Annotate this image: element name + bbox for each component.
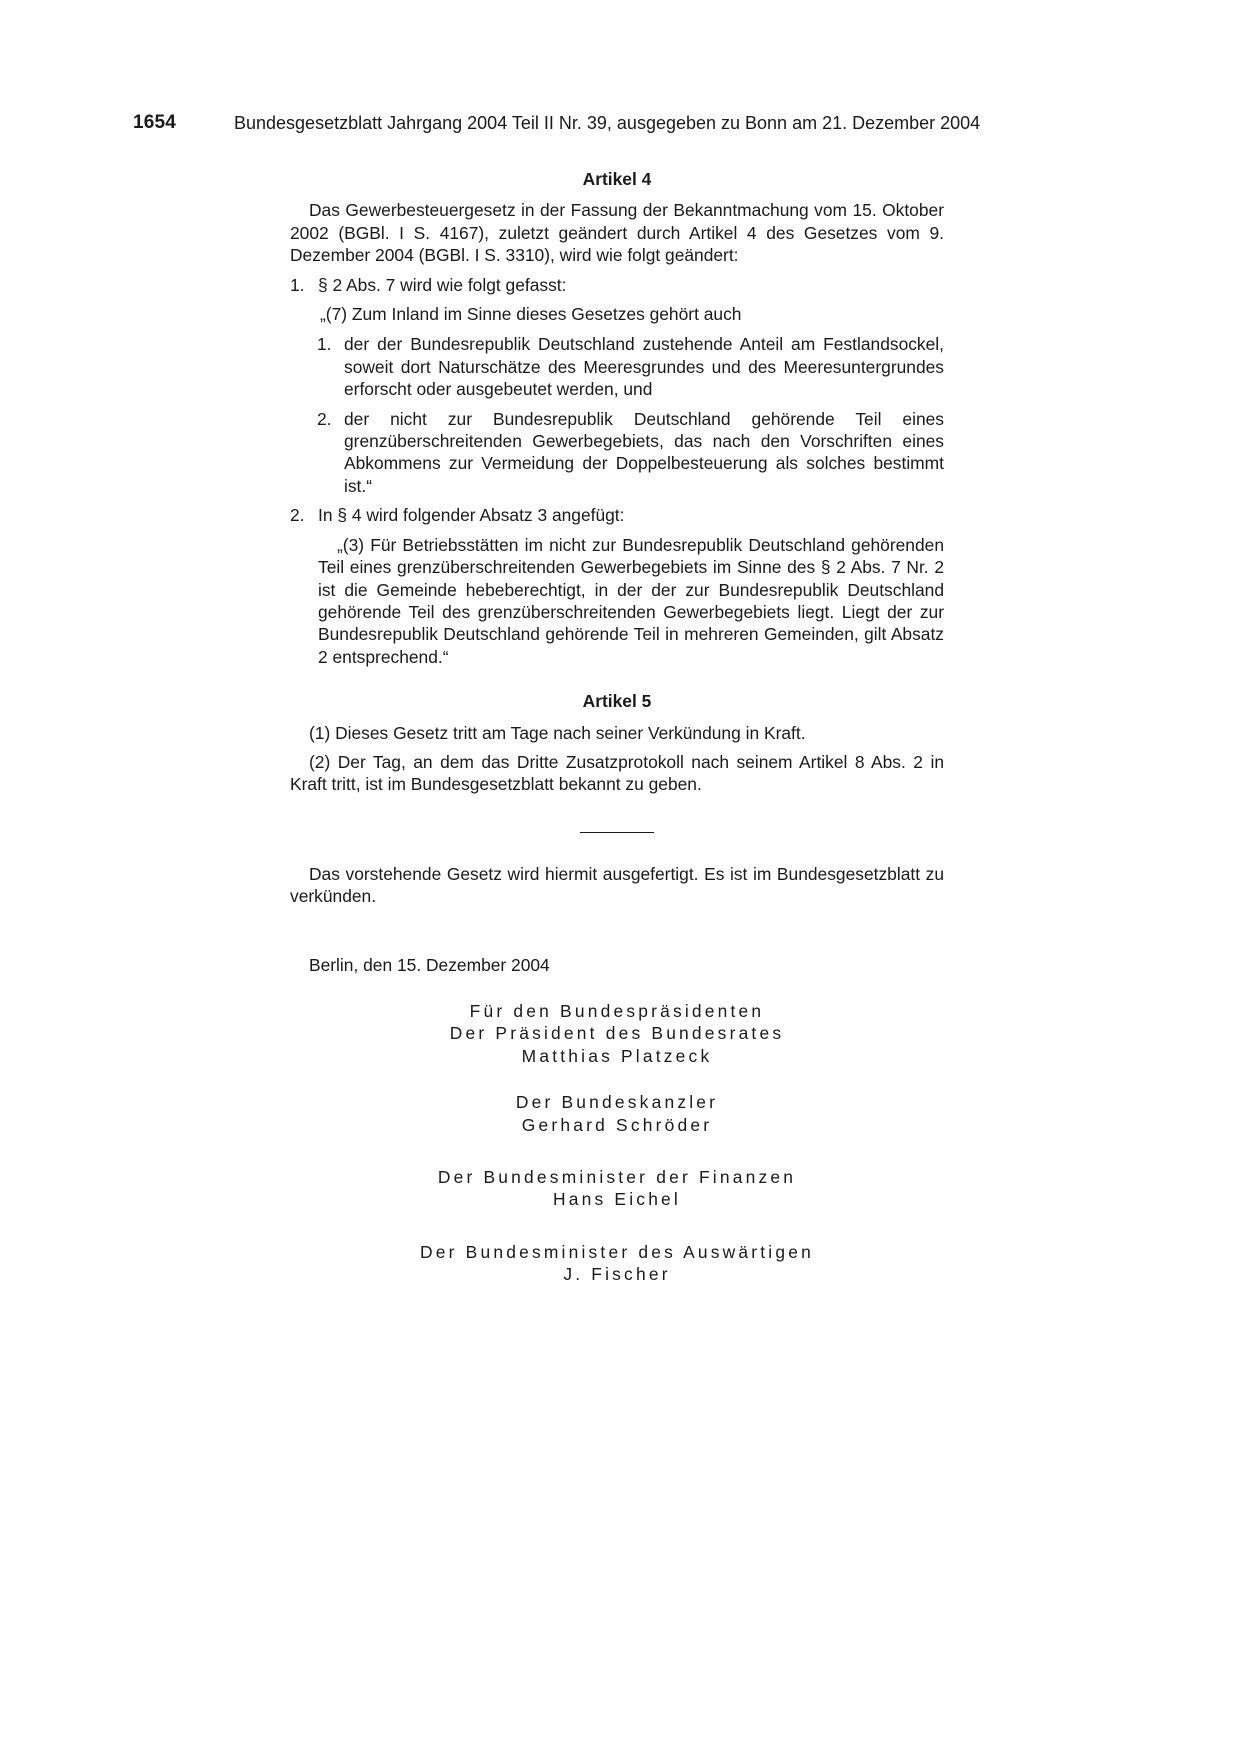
item-number: 2. xyxy=(290,505,305,526)
signature-line: Der Präsident des Bundesrates xyxy=(449,1023,785,1044)
artikel-4-heading: Artikel 4 xyxy=(582,169,652,189)
signature-block xyxy=(290,1000,944,1310)
signature-group xyxy=(290,1000,944,1067)
signature-name: J. Fischer xyxy=(563,1264,671,1285)
sub-item-number: 1. xyxy=(317,334,332,355)
signature-line: Der Bundeskanzler xyxy=(515,1092,719,1113)
item-number: 1. xyxy=(290,274,305,295)
artikel-4-intro: Das Gewerbesteuergesetz in der Fassung der Bekanntmachung vom 15. Oktober 2002 (BGBl. I S. 4167), zuletzt geändert durch Artikel 4 des Gesetzes vom 9. Dezember 2004 (BGBl. I S. 3310), wird wie folgt geändert: xyxy=(290,200,944,266)
running-header: Bundesgesetzblatt Jahrgang 2004 Teil II Nr. 39, ausgegeben zu Bonn am 21. Dezember 2004 xyxy=(234,113,981,133)
sub-item-number: 2. xyxy=(317,408,332,429)
document-body xyxy=(290,168,944,915)
closing-statement: Das vorstehende Gesetz wird hiermit ausgefertigt. Es ist im Bundesgesetzblatt zu verkünden. xyxy=(290,863,944,907)
signature-group xyxy=(290,1091,944,1136)
signature-line: Für den Bundespräsidenten xyxy=(469,1001,765,1021)
artikel-5-heading: Artikel 5 xyxy=(582,691,652,712)
signature-name: Hans Eichel xyxy=(553,1189,681,1210)
signing-date: Berlin, den 15. Dezember 2004 xyxy=(309,955,550,975)
signature-line: Der Bundesminister des Auswärtigen xyxy=(420,1241,814,1262)
signature-name: Matthias Platzeck xyxy=(521,1045,713,1066)
quoted-paragraph-3: „(3) Für Betriebsstätten im nicht zur Bundesrepublik Deutschland gehörenden Teil eines grenzüberschreitenden Gewerbegebiets im Sinne des § 2 Abs. 7 Nr. 2 ist die Gemeinde hebeberechtigt, in der der zur Bundesrepublik Deutschland gehörende Teil des grenzüberschreitenden Gewerbegebiets liegt. Liegt der zur Bundesrepublik Deutschland gehörende Teil in mehreren Gemeinden, gilt Absatz 2 entsprechend.“ xyxy=(318,534,944,667)
sub-item-2 xyxy=(290,408,944,498)
artikel-5-paragraph-2: (2) Der Tag, an dem das Dritte Zusatzprotokoll nach seinem Artikel 8 Abs. 2 in Kraft tritt, ist im Bundesgesetzblatt bekannt zu geben. xyxy=(290,751,944,795)
quoted-paragraph-7: „(7) Zum Inland im Sinne dieses Gesetzes gehört auch xyxy=(320,304,742,325)
sub-item-text: der der Bundesrepublik Deutschland zustehende Anteil am Festlandsockel, soweit dort Naturschätze des Meeresgrundes und des Meeresuntergrundes erforscht oder ausgebeutet werden, und xyxy=(344,334,944,400)
signature-line: Der Bundesminister der Finanzen xyxy=(437,1167,797,1188)
amendment-item-2 xyxy=(290,504,944,526)
signature-group xyxy=(290,1241,944,1286)
signature-name: Gerhard Schröder xyxy=(521,1114,713,1135)
sub-item-1 xyxy=(290,333,944,400)
separator-rule xyxy=(580,832,654,833)
signature-group xyxy=(290,1166,944,1211)
artikel-5-paragraph-1: (1) Dieses Gesetz tritt am Tage nach seiner Verkündung in Kraft. xyxy=(309,722,806,743)
sub-item-text: der nicht zur Bundesrepublik Deutschland gehörende Teil eines grenzüberschreitenden Gewerbegebiets, das nach den Vorschriften eines Abkommens zur Vermeidung der Doppelbesteuerung als solches bestimmt ist.“ xyxy=(344,408,944,496)
page-number: 1654 xyxy=(133,112,177,133)
item-text: § 2 Abs. 7 wird wie folgt gefasst: xyxy=(318,274,567,295)
amendment-item-1 xyxy=(290,274,944,296)
item-text: In § 4 wird folgender Absatz 3 angefügt: xyxy=(318,505,625,526)
